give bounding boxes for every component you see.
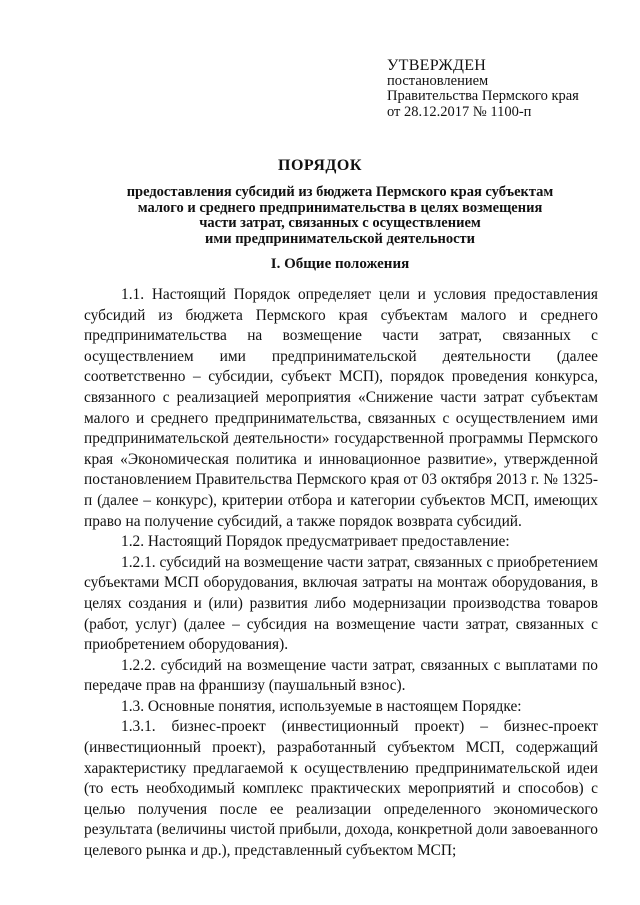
document-body [84, 285, 598, 862]
approval-stamp [387, 58, 579, 120]
approval-line: постановлением [387, 72, 489, 89]
subtitle-line: ими предпринимательской деятельности [204, 230, 476, 247]
subtitle-line: предоставления субсидий из бюджета Пермского края субъектам [126, 184, 554, 200]
approval-heading: УТВЕРЖДЕН [387, 57, 487, 74]
document-title: ПОРЯДОК [278, 157, 362, 174]
paragraph-1-1: 1.1. Настоящий Порядок определяет цели и условия предоставления субсидий из бюджета Пермского края субъектам малого и среднего предпринимательства на возмещение части затрат, связанных с осуществлением ими предпринимательской деятельности (далее соответственно – субсидии, субъект МСП), порядок проведения конкурса, связанного с реализацией мероприятия «Снижение части затрат субъектам малого и среднего предпринимательства, связанных с осуществлением ими предпринимательской деятельности» государственной программы Пермского края «Экономическая политика и инновационное развитие», утвержденной постановлением Правительства Пермского края от 03 октября 2013 г. № 1325-п (далее – конкурс), критерии отбора и категории субъектов МСП, имеющих право на получение субсидий, а также порядок возврата субсидий. [84, 286, 598, 530]
approval-line: от 28.12.2017 № 1100-п [387, 103, 532, 120]
document-subtitle [100, 185, 580, 247]
paragraph-1-2: 1.2. Настоящий Порядок предусматривает предоставление: [121, 533, 510, 551]
subtitle-line: части затрат, связанных с осуществлением [199, 215, 481, 231]
paragraph-1-2-1: 1.2.1. субсидий на возмещение части затрат, связанных с приобретением субъектами МСП оборудования, включая затраты на монтаж оборудования, в целях создания и (или) развития либо модернизации производства товаров (работ, услуг) (далее – субсидия на возмещение части затрат, связанных с приобретением оборудования). [84, 553, 598, 654]
paragraph-1-3-1: 1.3.1. бизнес-проект (инвестиционный проект) – бизнес-проект (инвестиционный проект), разработанный субъектом МСП, содержащий характеристику предлагаемой к осуществлению предпринимательской идеи (то есть необходимый комплекс практических мероприятий и способов) с целью получения после ее реализации определенного экономического результата (величины чистой прибыли, дохода, конкретной доли завоеванного целевого рынка и др.), представленный субъектом МСП; [84, 718, 598, 860]
paragraph-1-2-2: 1.2.2. субсидий на возмещение части затрат, связанных с выплатами по передаче прав на франшизу (паушальный взнос). [84, 656, 598, 695]
approval-line: Правительства Пермского края [387, 88, 579, 104]
paragraph-1-3: 1.3. Основные понятия, используемые в настоящем Порядке: [121, 697, 522, 715]
section-heading: I. Общие положения [270, 256, 410, 272]
subtitle-line: малого и среднего предпринимательства в целях возмещения [137, 199, 543, 216]
